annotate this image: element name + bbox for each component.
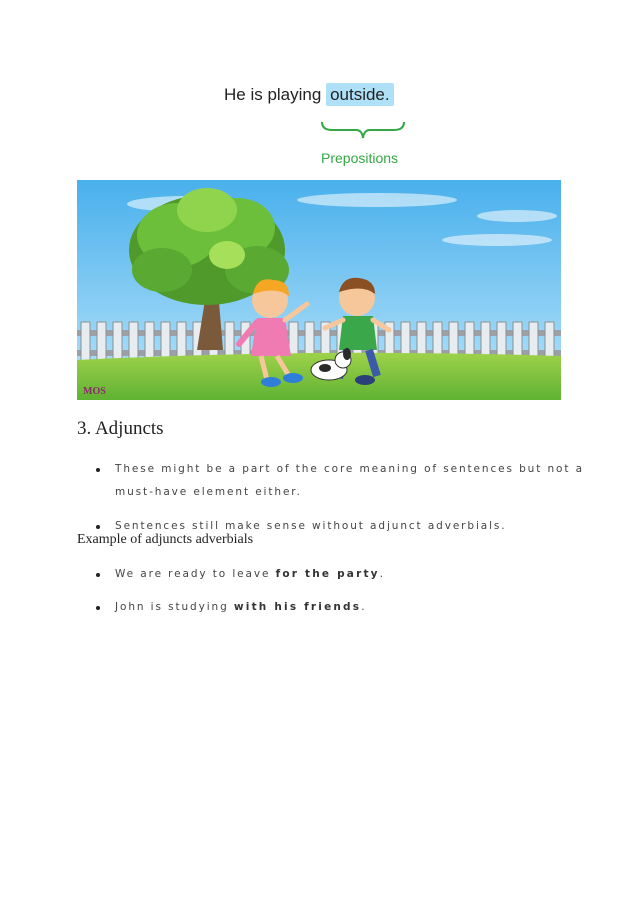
example-suffix: . xyxy=(379,568,385,580)
example-suffix: . xyxy=(361,601,367,613)
list-item-text: must-have element either. xyxy=(115,486,302,498)
example-heading: Example of adjuncts adverbials xyxy=(77,532,254,547)
kids-playing-illustration xyxy=(77,180,561,400)
list-item-text: These might be a part of the core meaning of sentences but not a xyxy=(115,463,584,475)
preposition-diagram xyxy=(0,0,638,180)
example-text xyxy=(115,568,385,580)
list-item-text: Sentences still make sense without adjunct adverbials. xyxy=(115,520,507,532)
example-prefix: We are ready to leave xyxy=(115,568,276,580)
bullet-icon xyxy=(96,606,100,610)
bullet-icon xyxy=(96,468,100,472)
sentence-text: He is playing xyxy=(224,85,322,104)
bullet-icon xyxy=(96,573,100,577)
prepositions-label: Prepositions xyxy=(321,150,399,166)
example-adjunct: for the party xyxy=(275,568,380,580)
example-adjunct: with his friends xyxy=(233,601,362,613)
site-logo: MOS xyxy=(83,386,106,397)
bullet-icon xyxy=(96,525,100,529)
example-sentence xyxy=(224,85,394,105)
example-text xyxy=(115,601,366,613)
highlighted-word: outside. xyxy=(326,83,394,106)
section-heading: 3. Adjuncts xyxy=(77,418,164,439)
brace-icon xyxy=(320,120,406,142)
example-prefix: John is studying xyxy=(115,601,234,613)
